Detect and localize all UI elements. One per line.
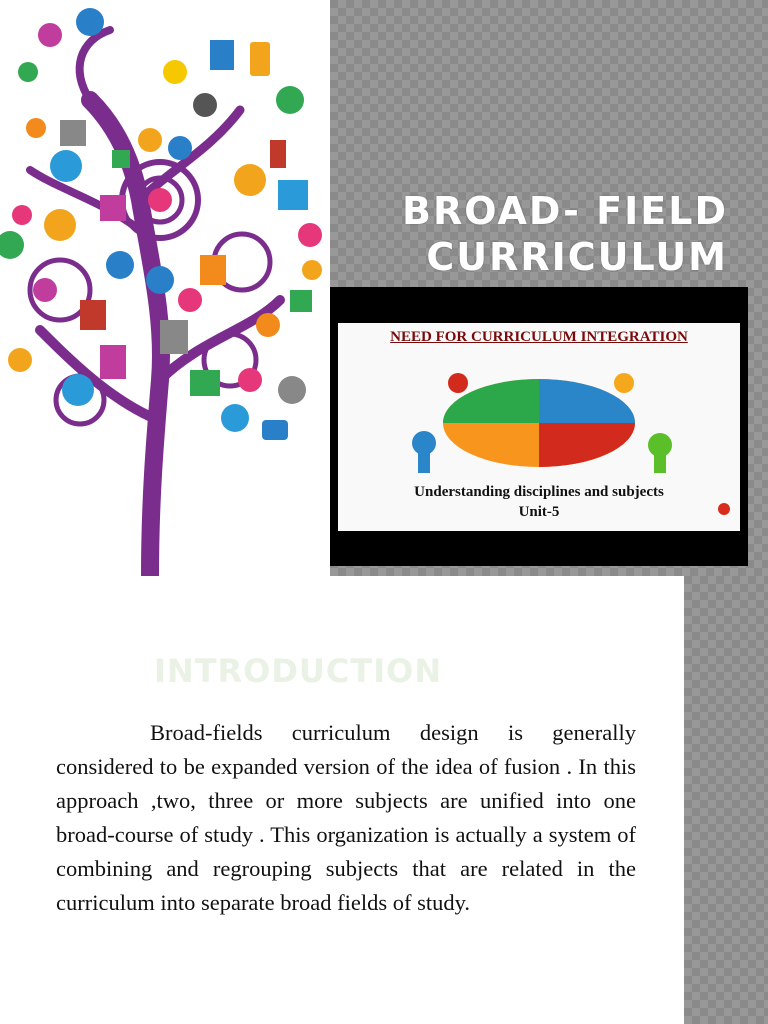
embedded-image-subtitle: Understanding disciplines and subjects: [414, 484, 664, 500]
embedded-image-frame: [330, 287, 748, 566]
embedded-image-heading: NEED FOR CURRICULUM INTEGRATION: [390, 329, 688, 345]
introduction-heading: INTRODUCTION: [154, 652, 443, 690]
title-line-1: BROAD- FIELD: [402, 189, 728, 233]
puzzle-circle-illustration: [398, 353, 680, 473]
slide2-gray-strip: [684, 576, 768, 1024]
title-line-2: CURRICULUM: [426, 235, 728, 279]
slide-title: [398, 188, 728, 280]
introduction-paragraph: Broad-fields curriculum design is generally considered to be expanded version of the idea of fusion . In this approach ,two, three or more subjects are unified into one broad-course of study . This organization is actually a system of combining and regrouping subjects that are related in the curriculum into separate broad fields of study.: [56, 720, 636, 915]
education-tree-illustration: [0, 0, 330, 576]
embedded-image: [338, 323, 740, 531]
embedded-image-unit: Unit-5: [518, 504, 560, 520]
red-dot-icon: [718, 503, 730, 515]
